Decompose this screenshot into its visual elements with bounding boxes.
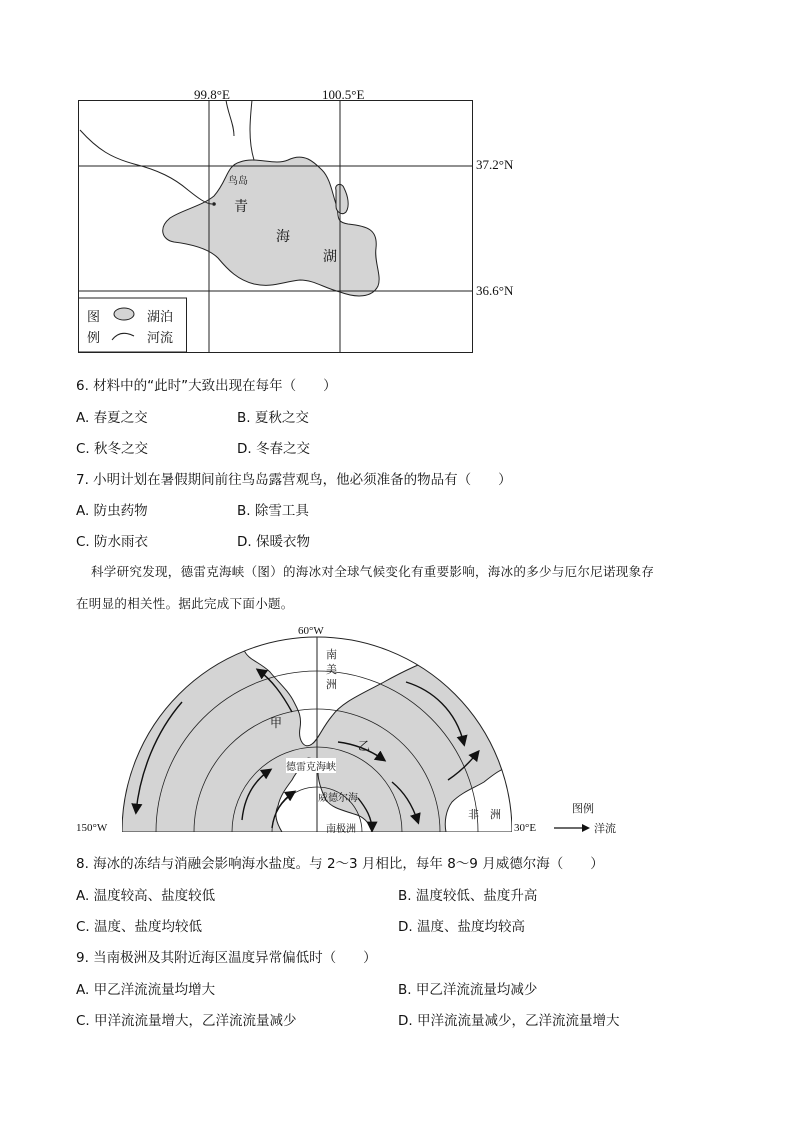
material-line-1: 科学研究发现，德雷克海峡（图）的海冰对全球气候变化有重要影响，海冰的多少与厄尔尼诺现象存 [91,564,655,579]
meridian-150w-label: 150°W [76,822,108,834]
question-6-stem: 6. 材料中的“此时”大致出现在每年（ ） [76,378,337,394]
question-8-option-a: A. 温度较高、盐度较低 [76,888,216,904]
legend-river-label: 河流 [147,331,174,346]
longitude-label-west: 99.8°E [194,87,230,102]
question-7-option-c: C. 防水雨衣 [76,534,149,550]
question-9-option-c: C. 甲洋流流量增大，乙洋流流量减少 [76,1013,297,1029]
drake-passage-label: 德雷克海峡 [286,758,336,773]
south-america-char-2: 美 [326,663,337,676]
latitude-label-south: 36.6°N [476,283,514,298]
legend-title-char-1: 图 [87,310,101,325]
question-7-option-d: D. 保暖衣物 [237,534,310,550]
question-7-stem: 7. 小明计划在暑假期间前往鸟岛露营观鸟，他必须准备的物品有（ ） [76,472,512,488]
legend-lake-label: 湖泊 [147,310,174,325]
question-6-option-d: D. 冬春之交 [237,441,310,457]
legend-title-char-2: 例 [87,331,101,346]
question-9-option-d: D. 甲洋流流量减少，乙洋流流量增大 [398,1013,620,1029]
question-9-option-a: A. 甲乙洋流流量均增大 [76,982,216,998]
drake-map-figure [122,632,512,832]
question-8-option-b: B. 温度较低、盐度升高 [398,888,538,904]
river-north-2 [250,100,254,160]
question-9-stem: 9. 当南极洲及其附近海区温度异常偏低时（ ） [76,950,377,966]
current-jia-label: 甲 [270,716,283,730]
current-yi-label: 乙 [358,739,371,753]
question-6-option-b: B. 夏秋之交 [237,410,309,426]
river-buha [80,130,212,204]
africa-label: 非 洲 [468,808,501,821]
question-8-option-d: D. 温度、盐度均较高 [398,919,525,935]
lake-shape [163,157,379,296]
lake-name-char-2: 海 [276,229,290,245]
longitude-label-east: 100.5°E [322,87,365,102]
question-9-option-b: B. 甲乙洋流流量均减少 [398,982,538,998]
meridian-60w-label: 60°W [298,625,324,637]
question-8-stem: 8. 海冰的冻结与消融会影响海水盐度。与 2～3 月相比，每年 8～9 月威德尔海（ ） [76,856,604,872]
question-8-option-c: C. 温度、盐度均较低 [76,919,203,935]
bird-island-label: 鸟岛 [228,176,248,187]
question-7-option-b: B. 除雪工具 [237,503,309,519]
legend-arrow-icon [552,822,592,834]
question-7-option-a: A. 防虫药物 [76,503,148,519]
meridian-30e-label: 30°E [514,822,537,834]
question-6-option-c: C. 秋冬之交 [76,441,149,457]
small-lake-shape [336,184,348,213]
south-america-char-3: 洲 [326,678,337,691]
lake-name-char-3: 湖 [323,249,337,265]
map2-legend-title: 图例 [572,802,594,815]
map2-legend-current-label: 洋流 [594,822,616,835]
south-america-char-1: 南 [326,648,337,661]
legend-lake-swatch [114,308,134,320]
weddell-sea-label: 威德尔海 [318,793,358,804]
lake-name-char-1: 青 [234,199,248,215]
antarctica-label: 南极洲 [326,824,356,835]
material-line-2: 在明显的相关性。据此完成下面小题。 [76,596,294,611]
bird-island-marker [212,202,216,206]
river-north-1 [226,100,234,136]
latitude-label-north: 37.2°N [476,157,514,172]
question-6-option-a: A. 春夏之交 [76,410,148,426]
